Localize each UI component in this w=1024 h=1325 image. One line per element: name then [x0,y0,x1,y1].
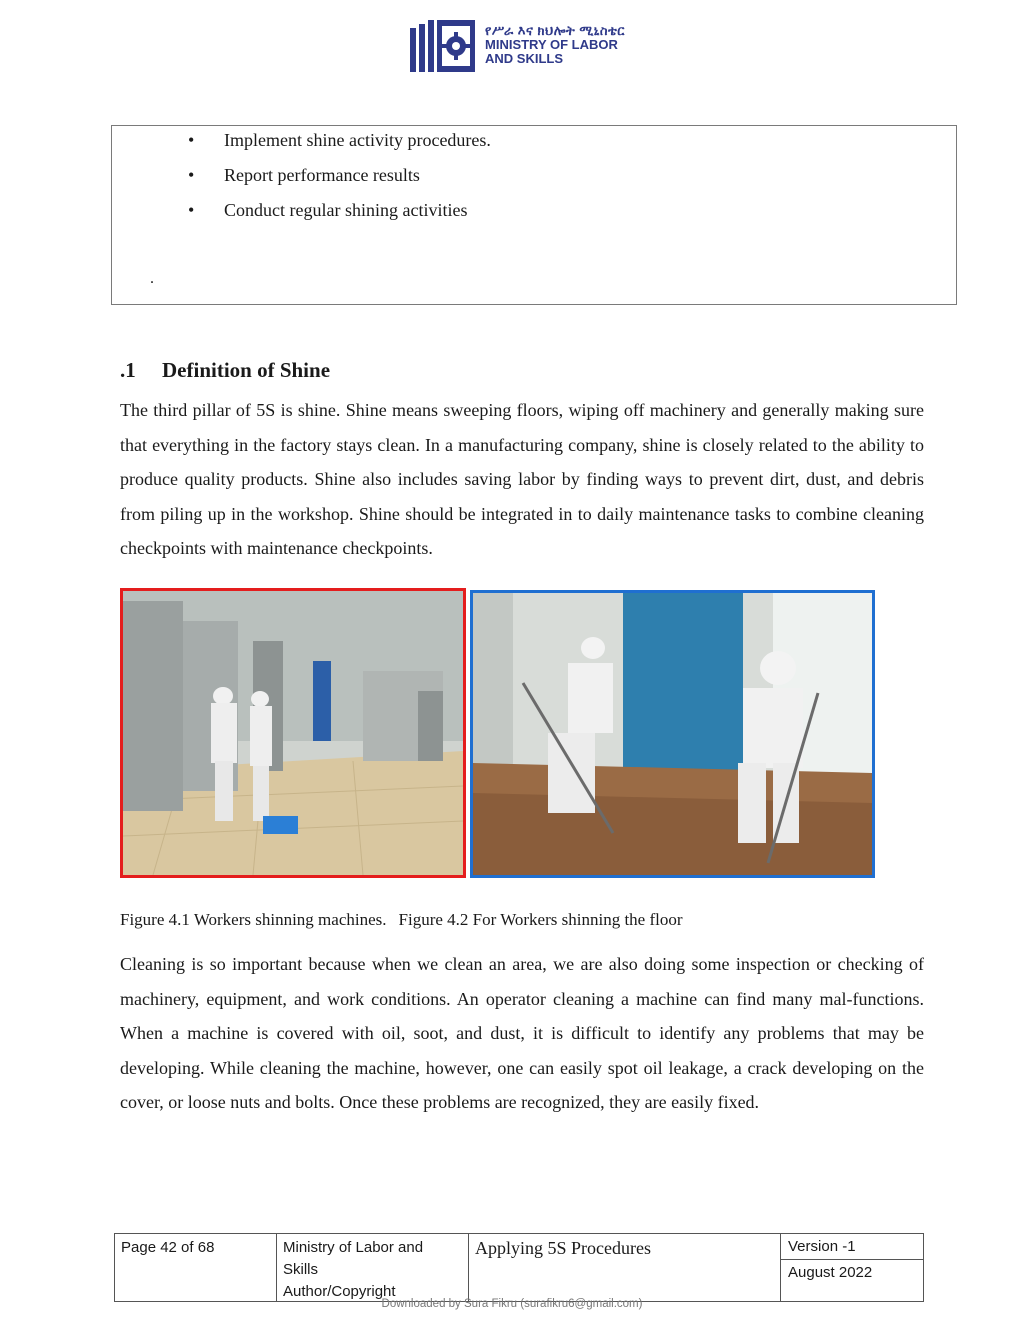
logo-amharic: የሥራ እና ክህሎት ሚኒስቴር [485,23,625,38]
caption-figure-4-2: Figure 4.2 For Workers shinning the floor [398,910,683,929]
footer-page-number: Page 42 of 68 [115,1234,277,1301]
factory-machines-photo-icon [123,591,463,875]
footer-date: August 2022 [788,1264,873,1281]
figure-captions [120,910,683,930]
objectives-box [111,125,957,305]
section-heading [120,358,330,383]
list-item [188,198,491,233]
download-note: Downloaded by Sura Fikru (surafikru6@gmail.com) [381,1298,643,1310]
paragraph-cleaning: Cleaning is so important because when we clean an area, we are also doing some inspection or checking of machinery, equipment, and work conditions. An operator cleaning a machine can find many mal-functions. When a machine is covered with oil, soot, and dust, it is difficult to identify any problems that may be developing. While cleaning the machine, however, one can easily spot oil leakage, a crack developing on the cover, or loose nuts and bolts. Once these problems are recognized, they are easily fixed. [120,954,924,1113]
logo-line1: MINISTRY OF LABOR [485,37,618,52]
footer-table [114,1233,924,1302]
paragraph-definition: The third pillar of 5S is shine. Shine means sweeping floors, wiping off machinery and generally making sure that everything in the factory stays clean. In a manufacturing company, shine is closely related to the ability to produce quality products. Shine also includes saving labor by finding ways to prevent dirt, dust, and debris from piling up in the workshop. Shine should be integrated in to daily maintenance tasks to combine cleaning checkpoints with maintenance checkpoints. [120,400,924,559]
footer-version: Version -1 [781,1234,923,1260]
ministry-emblem-icon [408,18,480,78]
bullet-icon: • [188,200,195,220]
footer-ministry-line3: Author/Copyright [283,1283,396,1300]
bullet-icon: • [188,165,195,185]
ministry-logo [408,18,638,78]
list-item [188,163,491,198]
footer-ministry-line1: Ministry of Labor and [283,1239,424,1256]
figure-workers-machines [120,588,466,878]
logo-text [485,24,625,66]
objective-text: Implement shine activity procedures. [224,130,491,150]
objective-text: Report performance results [224,165,420,185]
section-number: .1 [120,358,136,382]
footer-doc-title: Applying 5S Procedures [469,1234,781,1301]
objective-text: Conduct regular shining activities [224,200,468,220]
footer-ministry [277,1234,469,1301]
bullet-icon: • [188,130,195,150]
objectives-list [188,128,491,233]
caption-figure-4-1: Figure 4.1 Workers shinning machines. [120,910,387,929]
figure-workers-floor [470,590,875,878]
logo-line2: AND SKILLS [485,51,563,66]
footer-ministry-line2: Skills [283,1261,319,1278]
list-item [188,128,491,163]
floor-cleaning-photo-icon [473,593,872,875]
trailing-mark: . [150,270,154,287]
footer-version-cell [781,1234,923,1301]
section-title: Definition of Shine [162,358,331,382]
